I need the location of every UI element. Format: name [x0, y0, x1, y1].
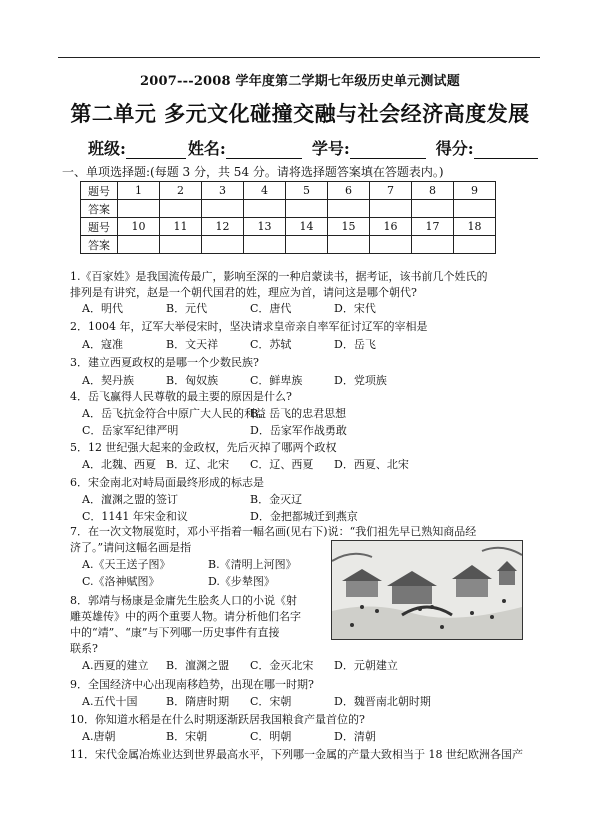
score-blank[interactable] [474, 142, 538, 159]
answer-cell[interactable] [370, 200, 412, 218]
option-c[interactable]: C．鲜卑族 [250, 374, 303, 387]
option-d[interactable]: D.《步辇图》 [208, 575, 275, 588]
painting-icon [332, 541, 522, 639]
class-blank[interactable] [126, 142, 186, 159]
option-d[interactable]: D．党项族 [334, 374, 387, 387]
row-label: 题号 [81, 218, 118, 236]
option-a[interactable]: A．北魏、西夏 [82, 458, 156, 471]
answer-cell[interactable] [370, 236, 412, 254]
answer-cell[interactable] [412, 200, 454, 218]
question-text: 济了。”请问这幅名画是指 [70, 541, 192, 554]
question-number-cell: 9 [454, 182, 496, 200]
question-text: 5．12 世纪强大起来的金政权，先后灭掉了哪两个政权 [70, 441, 337, 454]
answer-cell[interactable] [328, 236, 370, 254]
question-text: 7．在一次文物展览时，邓小平指着一幅名画(见右下)说：“我们祖先早已熟知商品经 [70, 525, 477, 538]
answer-cell[interactable] [118, 200, 160, 218]
option-d[interactable]: D．岳飞 [334, 338, 376, 351]
question-number-cell: 8 [412, 182, 454, 200]
question-text: 2．1004 年，辽军大举侵宋时，坚决请求皇帝亲自率军征讨辽军的宰相是 [70, 320, 428, 333]
option-d[interactable]: D．金把都城迁到燕京 [250, 510, 358, 523]
option-d[interactable]: D．西夏、北宋 [334, 458, 409, 471]
option-a[interactable]: A.五代十国 [82, 695, 138, 708]
option-b[interactable]: B．宋朝 [166, 730, 208, 743]
question-text: 3．建立西夏政权的是哪一个少数民族? [70, 356, 259, 369]
question-number-cell: 7 [370, 182, 412, 200]
question-number-cell: 11 [160, 218, 202, 236]
answer-cell[interactable] [244, 236, 286, 254]
question-number-cell: 17 [412, 218, 454, 236]
option-b[interactable]: B．隋唐时期 [166, 695, 230, 708]
option-b[interactable]: B．辽、北宋 [166, 458, 230, 471]
row-label: 答案 [81, 236, 118, 254]
name-label: 姓名: [187, 139, 226, 158]
question-text: 8．郭靖与杨康是金庸先生脍炙人口的小说《射 [70, 594, 297, 607]
question-text: 1.《百家姓》是我国流传最广，影响至深的一种启蒙读书，据考证，该书前几个姓氏的 [70, 270, 488, 283]
answer-cell[interactable] [286, 236, 328, 254]
answer-cell[interactable] [454, 200, 496, 218]
option-d[interactable]: D．宋代 [334, 302, 376, 315]
option-a[interactable]: A．明代 [82, 302, 123, 315]
question-number-cell: 12 [202, 218, 244, 236]
exam-title: 2007---2008 学年度第二学期七年级历史单元测试题 [140, 74, 460, 89]
option-a[interactable]: A．澶渊之盟的签订 [82, 493, 178, 506]
answer-cell[interactable] [286, 200, 328, 218]
name-blank[interactable] [226, 142, 302, 159]
option-a[interactable]: A.《天王送子图》 [82, 558, 171, 571]
question-number-cell: 6 [328, 182, 370, 200]
option-c[interactable]: C．岳家军纪律严明 [82, 424, 179, 437]
option-c[interactable]: C．辽、西夏 [250, 458, 314, 471]
option-c[interactable]: C．宋朝 [250, 695, 292, 708]
option-c[interactable]: C．唐代 [250, 302, 292, 315]
question-text: 9．全国经济中心出现南移趋势，出现在哪一时期? [70, 678, 314, 691]
option-c[interactable]: C．1141 年宋金和议 [82, 510, 188, 523]
option-d[interactable]: D．元朝建立 [334, 659, 398, 672]
question-number-cell: 14 [286, 218, 328, 236]
option-a[interactable]: A．岳飞抗金符合中原广大人民的利益 [82, 407, 266, 420]
answer-table-row [81, 236, 496, 254]
id-label: 学号: [311, 139, 350, 158]
option-d[interactable]: D．魏晋南北朝时期 [334, 695, 431, 708]
question-text: 联系? [70, 642, 98, 655]
answer-cell[interactable] [202, 236, 244, 254]
option-d[interactable]: D．清朝 [334, 730, 376, 743]
class-label: 班级: [88, 139, 126, 158]
option-b[interactable]: B.《清明上河图》 [208, 558, 297, 571]
option-a[interactable]: A.西夏的建立 [82, 659, 149, 672]
answer-cell[interactable] [118, 236, 160, 254]
answer-cell[interactable] [244, 200, 286, 218]
question-number-cell: 5 [286, 182, 328, 200]
question-text: 排列是有讲究，赵是一个朝代国君的姓，理应为首，请问这是哪个朝代? [70, 286, 417, 299]
answer-cell[interactable] [160, 236, 202, 254]
question-number-cell: 10 [118, 218, 160, 236]
option-b[interactable]: B．金灭辽 [250, 493, 303, 506]
section-title: 一、单项选择题:(每题 3 分，共 54 分。请将选择题答案填在答题表内。) [62, 165, 444, 179]
student-info-row [88, 136, 540, 159]
question-text: 6．宋金南北对峙局面最终形成的标志是 [70, 476, 264, 489]
id-blank[interactable] [350, 142, 426, 159]
option-c[interactable]: C．金灭北宋 [250, 659, 314, 672]
question-text: 4．岳飞赢得人民尊敬的最主要的原因是什么? [70, 390, 292, 403]
question-number-cell: 1 [118, 182, 160, 200]
answer-cell[interactable] [160, 200, 202, 218]
answer-cell[interactable] [328, 200, 370, 218]
question-text: 11．宋代金属冶炼业达到世界最高水平，下列哪一金属的产量大致相当于 18 世纪欧洲各国产 [70, 748, 523, 761]
row-label: 题号 [81, 182, 118, 200]
question-number-cell: 16 [370, 218, 412, 236]
option-c[interactable]: C．苏轼 [250, 338, 292, 351]
header-rule [58, 57, 540, 58]
answer-table-row [81, 218, 496, 236]
option-c[interactable]: C．明朝 [250, 730, 292, 743]
question-number-cell: 3 [202, 182, 244, 200]
question-number-cell: 15 [328, 218, 370, 236]
unit-title: 第二单元 多元文化碰撞交融与社会经济高度发展 [70, 101, 530, 126]
question-number-cell: 4 [244, 182, 286, 200]
row-label: 答案 [81, 200, 118, 218]
option-b[interactable]: B．匈奴族 [166, 374, 219, 387]
score-label: 得分: [435, 139, 474, 158]
question-number-cell: 13 [244, 218, 286, 236]
question-number-cell: 18 [454, 218, 496, 236]
option-b[interactable]: B．元代 [166, 302, 208, 315]
answer-cell[interactable] [454, 236, 496, 254]
answer-table [80, 181, 496, 254]
option-c[interactable]: C.《洛神赋图》 [82, 575, 160, 588]
answer-cell[interactable] [412, 236, 454, 254]
option-b[interactable]: B．文天祥 [166, 338, 219, 351]
option-a[interactable]: A.唐朝 [82, 730, 116, 743]
option-a[interactable]: A．契丹族 [82, 374, 134, 387]
option-b[interactable]: B．岳飞的忠君思想 [250, 407, 347, 420]
option-d[interactable]: D．岳家军作战勇敢 [250, 424, 347, 437]
question-number-cell: 2 [160, 182, 202, 200]
question-text: 中的“靖”、“康”与下列哪一历史事件有直接 [70, 626, 280, 639]
answer-cell[interactable] [202, 200, 244, 218]
option-b[interactable]: B．澶渊之盟 [166, 659, 230, 672]
answer-table-row [81, 182, 496, 200]
question-text: 10．你知道水稻是在什么时期逐渐跃居我国粮食产量首位的? [70, 713, 365, 726]
qingming-painting-illustration [331, 540, 523, 640]
question-text: 雕英雄传》中的两个重要人物。请分析他们名字 [70, 610, 301, 623]
option-a[interactable]: A．寇准 [82, 338, 123, 351]
answer-table-row [81, 200, 496, 218]
